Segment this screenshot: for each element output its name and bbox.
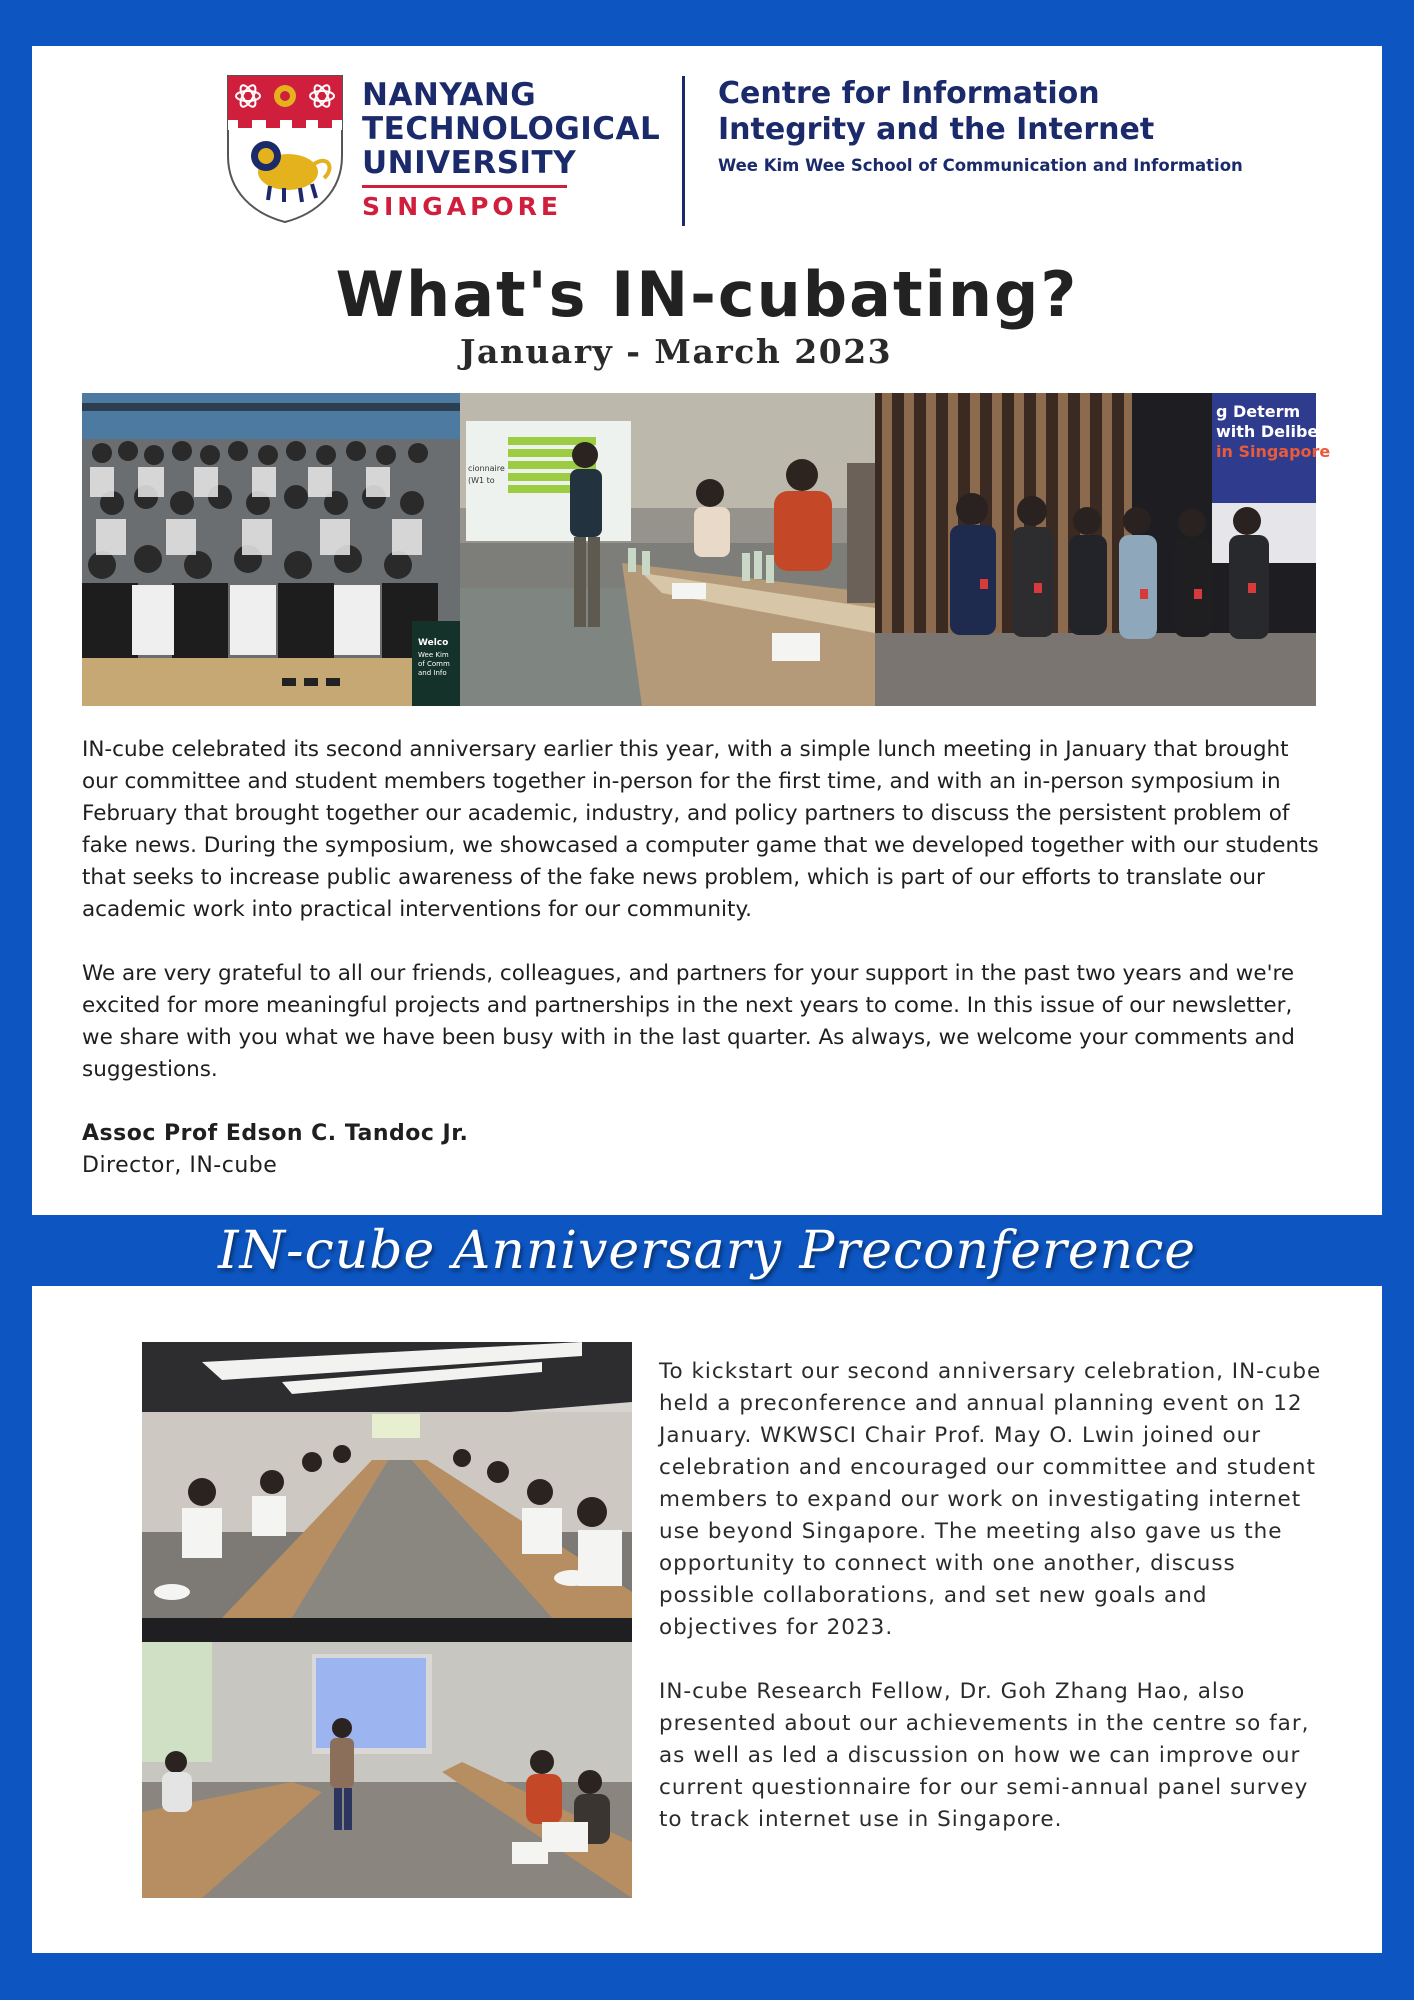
photo-collage: [82, 393, 1375, 706]
screen-text: and Info: [418, 669, 447, 677]
ntu-crest-logo: [226, 74, 344, 224]
preconference-photos: [142, 1342, 632, 1898]
signatory-role: Director, IN-cube: [82, 1153, 278, 1178]
slide-text: with Deliberate O: [1216, 422, 1375, 441]
screen-text: of Comm: [418, 660, 450, 668]
logo-divider: [682, 76, 685, 226]
newsletter-title: What's IN-cubating?: [335, 258, 1079, 331]
speakers-photo: [875, 393, 1375, 706]
ntu-wordmark: [362, 78, 660, 180]
group-photo: [82, 393, 460, 706]
meeting-room-photo: [142, 1342, 632, 1618]
centre-name-line: Integrity and the Internet: [718, 112, 1155, 147]
screen-text: Welco: [418, 638, 449, 648]
preconference-paragraph: IN-cube Research Fellow, Dr. Goh Zhang Hao, also presented about our achievements in the centre so far, as well as led a discussion on how we can improve our current questionnaire for our semi-annual panel survey to track internet use in Singapore.: [659, 1679, 1310, 1832]
centre-name: [718, 76, 1154, 148]
presenter-photo: [460, 393, 875, 706]
newsletter-period: January - March 2023: [459, 332, 893, 371]
slide-text: in Singapore: [1216, 442, 1331, 461]
ntu-red-rule: [362, 185, 567, 188]
preconference-panel: [32, 1286, 1382, 1953]
presentation-photo: [142, 1618, 632, 1898]
ntu-country: SINGAPORE: [362, 192, 563, 221]
intro-letter: [82, 734, 1327, 1118]
centre-name-line: Centre for Information: [718, 76, 1100, 111]
screen-text: Wee Kim: [418, 651, 449, 659]
section-title: IN-cube Anniversary Preconference: [217, 1221, 1196, 1281]
ntu-wordmark-line: NANYANG: [362, 77, 537, 113]
newsletter-header-panel: [32, 46, 1382, 1215]
signature-block: [82, 1118, 468, 1182]
intro-paragraph: IN-cube celebrated its second anniversary earlier this year, with a simple lunch meeting in January that brought our committee and student members together in-person for the first time, and with an in-person symposium in February that brought together our academic, industry, and policy partners to discuss the persistent problem of fake news. During the symposium, we showcased a computer game that we developed together with our students that seeks to increase public awareness of the fake news problem, which is part of our efforts to translate our academic work into practical interventions for our community.: [82, 737, 1319, 922]
ntu-wordmark-line: TECHNOLOGICAL: [362, 111, 661, 147]
school-name: Wee Kim Wee School of Communication and Information: [718, 156, 1243, 175]
signatory-name: Assoc Prof Edson C. Tandoc Jr.: [82, 1121, 469, 1146]
intro-paragraph: We are very grateful to all our friends, colleagues, and partners for your support in the past two years and we're excited for more meaningful projects and partnerships in the next years to come. In this issue of our newsletter, we share with you what we have been busy with in the last quarter. As always, we welcome your comments and suggestions.: [82, 961, 1295, 1082]
ntu-wordmark-line: UNIVERSITY: [362, 145, 577, 181]
preconference-paragraph: To kickstart our second anniversary celebration, IN-cube held a preconference and annual planning event on 12 January. WKWSCI Chair Prof. May O. Lwin joined our celebration and encouraged our committee and student members to expand our work on investigating internet use beyond Singapore. The meeting also gave us the opportunity to connect with one another, discuss possible collaborations, and set new goals and objectives for 2023.: [659, 1359, 1322, 1640]
slide-text: cionnaire: [468, 464, 505, 473]
slide-text: (W1 to: [468, 476, 495, 485]
preconference-description: [659, 1356, 1324, 1868]
slide-text: g Determ: [1216, 402, 1301, 421]
